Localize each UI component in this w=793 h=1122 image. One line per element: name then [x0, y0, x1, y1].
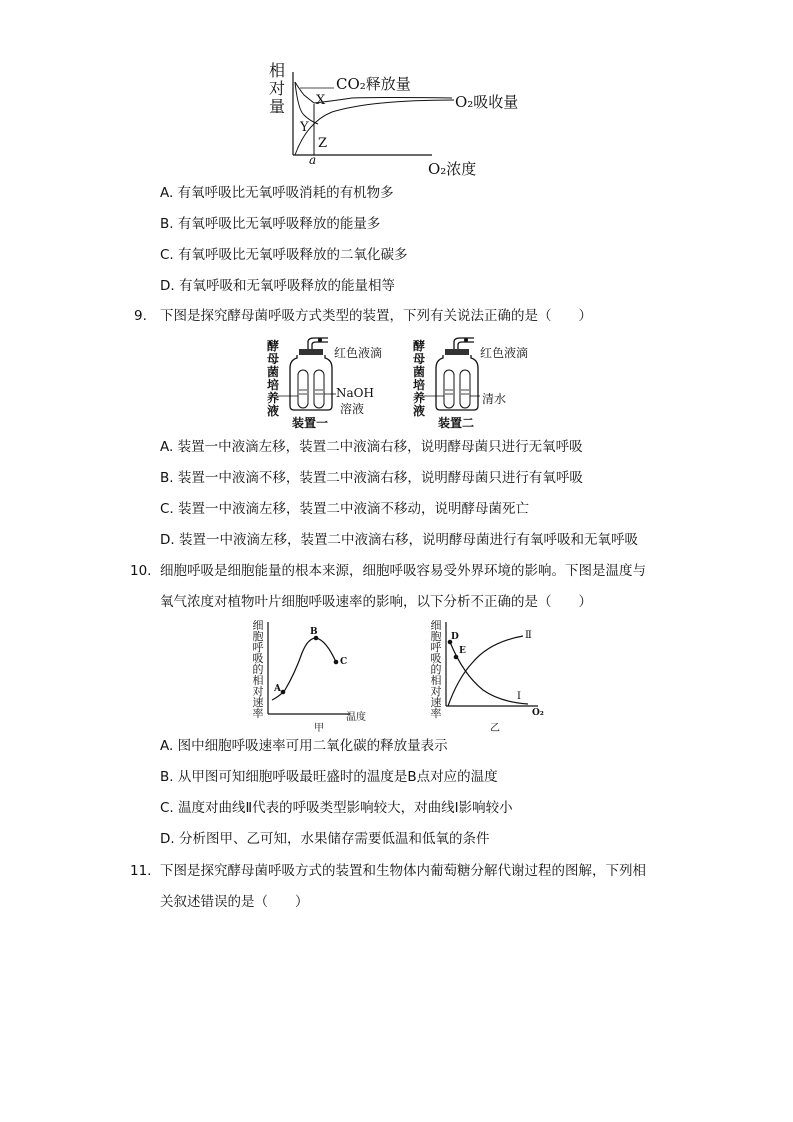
option-text: 有氧呼吸比无氧呼吸释放的二氧化碳多: [178, 247, 408, 263]
device-two-caption: 装置二: [438, 416, 475, 430]
device-two: [410, 336, 540, 430]
fig8-point-z: Z: [318, 136, 328, 151]
ylabel-char: 胞: [252, 630, 264, 643]
option-letter: C.: [160, 501, 174, 517]
ylabel-char: 相: [430, 674, 442, 687]
q9-option-b[interactable]: [160, 468, 583, 488]
side-label-char: 菌: [412, 365, 425, 379]
fig8-o2-label: O₂吸收量: [455, 93, 519, 111]
ylabel-char: 对: [252, 685, 264, 698]
option-letter: D.: [160, 532, 175, 548]
chart-jia-label-a: A: [274, 684, 281, 694]
option-letter: B.: [160, 470, 174, 486]
q9-stem: 下图是探究酵母菌呼吸方式类型的装置，下列有关说法正确的是（ ）: [160, 308, 592, 324]
option-text: 有氧呼吸比无氧呼吸释放的能量多: [177, 216, 381, 232]
q8-option-c[interactable]: [160, 245, 408, 265]
side-label-char: 液: [412, 404, 425, 418]
q9-option-c[interactable]: [160, 499, 529, 519]
q9-option-d[interactable]: [160, 530, 638, 550]
fig8-ylabel-char: 相: [268, 61, 285, 80]
chart-yi-caption: 乙: [490, 723, 500, 734]
option-letter: C.: [160, 800, 174, 816]
side-label-char: 养: [412, 391, 425, 405]
fig8-co2-label: CO₂释放量: [336, 75, 411, 93]
chart-yi-point-e: [454, 655, 459, 660]
q10-stem-line1: 细胞呼吸是细胞能量的根本来源，细胞呼吸容易受外界环境的影响。下图是温度与: [160, 563, 646, 579]
option-letter: D.: [160, 831, 175, 847]
q11-stem-line2: 关叙述错误的是（ ）: [160, 894, 309, 910]
q10-stem-line2: 氧气浓度对植物叶片细胞呼吸速率的影响，以下分析不正确的是（ ）: [160, 594, 592, 610]
figure-o2-curve: [262, 60, 542, 185]
chart-yi-label-i: Ⅰ: [517, 691, 521, 702]
device-two-drop-label: 红色液滴: [480, 346, 529, 360]
device-one-naoh-label: NaOH: [336, 386, 374, 400]
ylabel-char: 速: [252, 696, 264, 709]
q8-option-a[interactable]: [160, 183, 394, 203]
ylabel-char: 速: [430, 696, 442, 709]
q11-stem-line1: 下图是探究酵母菌呼吸方式的装置和生物体内葡萄糖分解代谢过程的图解，下列相: [160, 863, 646, 879]
chart-jia-xlabel: 温度: [346, 712, 366, 723]
fig8-xlabel: O₂浓度: [428, 160, 477, 178]
option-text: 从甲图可知细胞呼吸最旺盛时的温度是B点对应的温度: [177, 769, 498, 785]
option-letter: A.: [160, 738, 174, 754]
chart-yi: [428, 618, 553, 734]
q8-option-d[interactable]: [160, 276, 395, 296]
q10-option-c[interactable]: [160, 798, 513, 818]
ylabel-char: 细: [252, 619, 264, 632]
device-two-solution-label: 清水: [482, 392, 507, 406]
chart-yi-label-ii: Ⅱ: [525, 630, 532, 641]
option-text: 分析图甲、乙可知，水果储存需要低温和低氧的条件: [178, 831, 490, 847]
fig8-point-x: X: [316, 93, 326, 108]
option-text: 装置一中液滴左移，装置二中液滴不移动，说明酵母菌死亡: [178, 501, 530, 517]
q10-option-d[interactable]: [160, 829, 489, 849]
q9-number: 9.: [134, 308, 147, 324]
q10-option-b[interactable]: [160, 767, 498, 787]
option-letter: C.: [160, 247, 174, 263]
q11-number: 11.: [130, 863, 152, 879]
ylabel-char: 胞: [430, 630, 442, 643]
chart-yi-xlabel: O₂: [532, 708, 544, 718]
fig8-point-y: Y: [300, 120, 309, 135]
chart-jia-label-c: C: [340, 657, 348, 667]
side-label-char: 母: [266, 352, 279, 366]
device-one: [264, 336, 394, 430]
ylabel-char: 对: [430, 685, 442, 698]
side-label-char: 酵: [266, 339, 279, 353]
q9-option-a[interactable]: [160, 437, 583, 457]
side-label-char: 母: [412, 352, 425, 366]
option-text: 装置一中液滴左移，装置二中液滴右移，说明酵母菌进行有氧呼吸和无氧呼吸: [178, 532, 638, 548]
option-text: 图中细胞呼吸速率可用二氧化碳的释放量表示: [177, 738, 448, 754]
q8-option-b[interactable]: [160, 214, 380, 234]
option-letter: B.: [160, 769, 174, 785]
option-letter: A.: [160, 439, 174, 455]
ylabel-char: 细: [430, 619, 442, 632]
ylabel-char: 呼: [252, 641, 264, 654]
ylabel-char: 相: [252, 674, 264, 687]
device-one-solution-label: 溶液: [340, 402, 365, 416]
chart-jia-caption: 甲: [314, 723, 324, 734]
device-one-drop-label: 红色液滴: [334, 346, 383, 360]
chart-jia: [250, 618, 380, 734]
fig8-ylabel-char: 对: [268, 79, 285, 98]
ylabel-char: 呼: [430, 641, 442, 654]
option-text: 温度对曲线Ⅱ代表的呼吸类型影响较大，对曲线Ⅰ影响较小: [178, 800, 513, 816]
fig8-ylabel-char: 量: [268, 97, 285, 116]
chart-yi-label-e: E: [459, 646, 466, 656]
option-letter: D.: [160, 278, 175, 294]
option-text: 有氧呼吸比无氧呼吸消耗的有机物多: [177, 185, 394, 201]
chart-jia-point-c: [334, 660, 339, 665]
q10-option-a[interactable]: [160, 736, 448, 756]
side-label-char: 养: [266, 391, 279, 405]
option-letter: A.: [160, 185, 174, 201]
option-text: 装置一中液滴不移，装置二中液滴右移，说明酵母菌只进行有氧呼吸: [177, 470, 583, 486]
side-label-char: 液: [266, 404, 279, 418]
ylabel-char: 率: [430, 707, 442, 720]
option-letter: B.: [160, 216, 174, 232]
chart-yi-label-d: D: [451, 632, 459, 642]
ylabel-char: 吸: [430, 652, 442, 665]
side-label-char: 培: [412, 378, 425, 392]
ylabel-char: 吸: [252, 652, 264, 665]
ylabel-char: 率: [252, 707, 264, 720]
q10-number: 10.: [130, 563, 152, 579]
side-label-char: 培: [266, 378, 279, 392]
chart-jia-point-a: [281, 690, 286, 695]
ylabel-char: 的: [430, 663, 442, 676]
fig8-a-label: a: [309, 153, 317, 167]
option-text: 有氧呼吸和无氧呼吸释放的能量相等: [178, 278, 395, 294]
side-label-char: 菌: [266, 365, 279, 379]
device-one-caption: 装置一: [292, 416, 329, 430]
ylabel-char: 的: [252, 663, 264, 676]
option-text: 装置一中液滴左移，装置二中液滴右移，说明酵母菌只进行无氧呼吸: [177, 439, 583, 455]
side-label-char: 酵: [412, 339, 425, 353]
chart-jia-label-b: B: [310, 627, 318, 637]
